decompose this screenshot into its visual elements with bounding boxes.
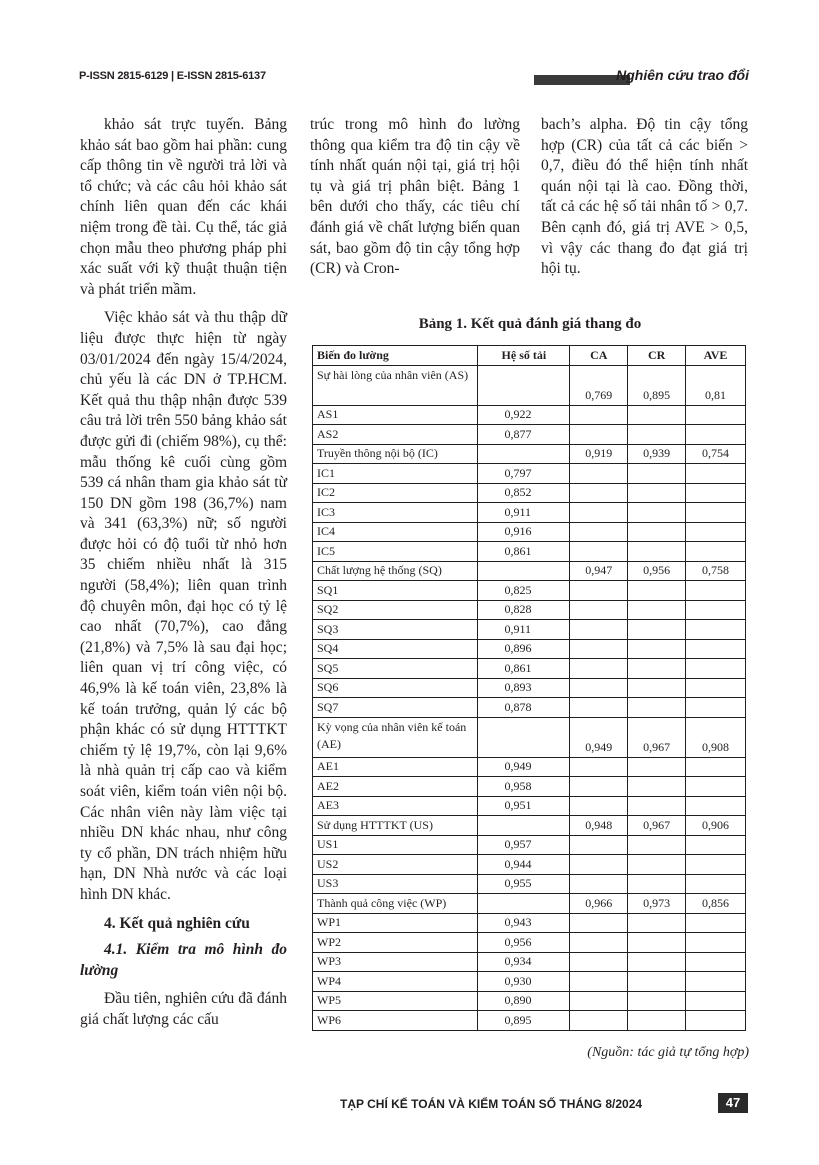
cell-loading: 0,944 xyxy=(478,855,570,875)
issn-header: P-ISSN 2815-6129 | E-ISSN 2815-6137 xyxy=(79,70,266,82)
cell-variable: AS1 xyxy=(313,405,478,425)
cell-ave xyxy=(686,991,746,1011)
cell-variable: US3 xyxy=(313,874,478,894)
cell-variable: WP3 xyxy=(313,952,478,972)
header-ca: CA xyxy=(570,346,628,366)
cell-loading xyxy=(478,816,570,836)
table-row xyxy=(313,600,746,620)
cell-loading: 0,955 xyxy=(478,874,570,894)
cell-cr xyxy=(628,425,686,445)
cell-variable: WP4 xyxy=(313,972,478,992)
cell-cr xyxy=(628,913,686,933)
cell-ca xyxy=(570,972,628,992)
cell-variable: SQ7 xyxy=(313,698,478,718)
cell-ave xyxy=(686,972,746,992)
cell-cr xyxy=(628,1011,686,1031)
table-row xyxy=(313,894,746,914)
cell-ave xyxy=(686,952,746,972)
cell-cr xyxy=(628,757,686,777)
cell-cr xyxy=(628,503,686,523)
paragraph-measurement-cont: trúc trong mô hình đo lường thông qua kiểm tra độ tin cậy về tính nhất quán nội tại, giá trị hội tụ và giá trị phân biệt. Bảng 1 bên dưới cho thấy, các tiêu chí đánh giá về chất lượng biến quan sát, bao gồm độ tin cậy tổng hợp (CR) và Cron- xyxy=(310,116,520,278)
cell-ca xyxy=(570,1011,628,1031)
cell-loading: 0,828 xyxy=(478,600,570,620)
table-row xyxy=(313,444,746,464)
cell-loading: 0,896 xyxy=(478,639,570,659)
cell-variable: SQ2 xyxy=(313,600,478,620)
cell-cr xyxy=(628,483,686,503)
cell-variable: AS2 xyxy=(313,425,478,445)
cell-ave xyxy=(686,796,746,816)
cell-ca xyxy=(570,483,628,503)
cell-ca xyxy=(570,835,628,855)
cell-ave xyxy=(686,405,746,425)
cell-loading xyxy=(478,717,570,757)
cell-ave xyxy=(686,600,746,620)
table-row xyxy=(313,1011,746,1031)
text-column-3 xyxy=(541,115,748,280)
cell-variable: WP5 xyxy=(313,991,478,1011)
cell-cr xyxy=(628,933,686,953)
cell-loading: 0,893 xyxy=(478,678,570,698)
cell-ave xyxy=(686,835,746,855)
header-variable: Biến đo lường xyxy=(313,346,478,366)
cell-variable: US2 xyxy=(313,855,478,875)
text-column-1 xyxy=(80,115,287,1031)
cell-variable: AE3 xyxy=(313,796,478,816)
cell-ca xyxy=(570,698,628,718)
cell-ave: 0,856 xyxy=(686,894,746,914)
cell-cr xyxy=(628,659,686,679)
table-row xyxy=(313,972,746,992)
table-row xyxy=(313,777,746,797)
cell-loading xyxy=(478,365,570,405)
cell-ave xyxy=(686,678,746,698)
cell-cr xyxy=(628,542,686,562)
paragraph-reliability: bach’s alpha. Độ tin cậy tổng hợp (CR) của tất cả các biến > 0,7, điều đó thể hiện tính nhất quán nội tại là cao. Đồng thời, tất cả các hệ số tải nhân tố > 0,7. Bên cạnh đó, giá trị AVE > 0,5, vì vậy các thang đo đạt giá trị hội tụ. xyxy=(541,116,748,278)
cell-cr: 0,939 xyxy=(628,444,686,464)
table-row xyxy=(313,522,746,542)
table-header-row xyxy=(313,346,746,366)
cell-loading xyxy=(478,894,570,914)
cell-ave xyxy=(686,874,746,894)
cell-variable: IC3 xyxy=(313,503,478,523)
cell-ave xyxy=(686,777,746,797)
cell-cr xyxy=(628,855,686,875)
table-row xyxy=(313,874,746,894)
table-row xyxy=(313,816,746,836)
table-row xyxy=(313,365,746,405)
cell-cr xyxy=(628,620,686,640)
cell-variable: Sự hài lòng của nhân viên (AS) xyxy=(313,365,478,405)
cell-cr: 0,967 xyxy=(628,717,686,757)
cell-loading: 0,861 xyxy=(478,542,570,562)
cell-cr xyxy=(628,835,686,855)
header-ave: AVE xyxy=(686,346,746,366)
cell-ave xyxy=(686,620,746,640)
cell-ca xyxy=(570,542,628,562)
cell-ave xyxy=(686,1011,746,1031)
cell-cr xyxy=(628,639,686,659)
cell-ave xyxy=(686,483,746,503)
cell-cr: 0,973 xyxy=(628,894,686,914)
cell-ave xyxy=(686,913,746,933)
header-cr: CR xyxy=(628,346,686,366)
cell-ca: 0,947 xyxy=(570,561,628,581)
page-number: 47 xyxy=(718,1093,748,1113)
cell-variable: SQ3 xyxy=(313,620,478,640)
cell-cr xyxy=(628,698,686,718)
cell-cr xyxy=(628,796,686,816)
cell-variable: IC4 xyxy=(313,522,478,542)
cell-cr: 0,956 xyxy=(628,561,686,581)
cell-cr xyxy=(628,777,686,797)
table-row xyxy=(313,659,746,679)
cell-variable: WP2 xyxy=(313,933,478,953)
cell-variable: WP6 xyxy=(313,1011,478,1031)
paragraph-data-collection: Việc khảo sát và thu thập dữ liệu được thực hiện từ ngày 03/01/2024 đến ngày 15/4/2024, chủ yếu là các DN ở TP.HCM. Kết quả thu thập nhận được 539 câu trả lời trên 550 bảng khảo sát được gửi đi (chiếm 98%), cụ thể: mẫu thống kê cuối cùng gồm 539 cá nhân tham gia khảo sát từ 150 DN gồm 198 (36,7%) nam và 341 (63,3%) nữ; số người được hỏi có độ tuổi từ nhỏ hơn 35 chiếm nhiều nhất là 315 người (58,4%); liên quan trình độ chuyên môn, đại học có tỷ lệ cao nhất (70,7%), cao đẳng (21,8%) và 7,5% là sau đại học; liên quan vị trí công việc, có 46,9% là kế toán viên, 23,8% là kế toán trưởng, quản lý các bộ phận khác có sử dụng HTTTKT chiếm tỷ lệ 19,7%, còn lại 9,6% là nhà quản trị cấp cao và kiểm soát viên, kiểm toán viên nội bộ. Các nhân viên này làm việc tại nhiều DN khác nhau, như công ty cổ phần, DN trách nhiệm hữu hạn, DN Nhà nước và các loại hình DN khác. xyxy=(80,309,287,903)
table-row xyxy=(313,503,746,523)
cell-loading: 0,890 xyxy=(478,991,570,1011)
header-loading: Hệ số tải xyxy=(478,346,570,366)
cell-cr xyxy=(628,522,686,542)
cell-variable: IC2 xyxy=(313,483,478,503)
cell-ave: 0,906 xyxy=(686,816,746,836)
cell-variable: Thành quả công việc (WP) xyxy=(313,894,478,914)
cell-ca xyxy=(570,991,628,1011)
cell-ave: 0,908 xyxy=(686,717,746,757)
cell-variable: IC1 xyxy=(313,464,478,484)
cell-cr: 0,895 xyxy=(628,365,686,405)
table-title: Bảng 1. Kết quả đánh giá thang đo xyxy=(418,316,642,332)
cell-cr: 0,967 xyxy=(628,816,686,836)
cell-loading: 0,958 xyxy=(478,777,570,797)
cell-variable: IC5 xyxy=(313,542,478,562)
cell-ca: 0,966 xyxy=(570,894,628,914)
cell-variable: SQ4 xyxy=(313,639,478,659)
cell-ave xyxy=(686,464,746,484)
cell-ca: 0,769 xyxy=(570,365,628,405)
cell-variable: SQ1 xyxy=(313,581,478,601)
cell-ave xyxy=(686,425,746,445)
cell-loading: 0,957 xyxy=(478,835,570,855)
table-row xyxy=(313,678,746,698)
table-row xyxy=(313,757,746,777)
cell-variable: US1 xyxy=(313,835,478,855)
table-row xyxy=(313,933,746,953)
cell-loading: 0,934 xyxy=(478,952,570,972)
table-row xyxy=(313,991,746,1011)
table-row xyxy=(313,952,746,972)
cell-ca xyxy=(570,522,628,542)
cell-variable: WP1 xyxy=(313,913,478,933)
cell-ave xyxy=(686,581,746,601)
paragraph-measurement-start: Đầu tiên, nghiên cứu đã đánh giá chất lượng các cấu xyxy=(80,990,287,1028)
cell-cr xyxy=(628,991,686,1011)
cell-ca: 0,949 xyxy=(570,717,628,757)
cell-variable: AE2 xyxy=(313,777,478,797)
cell-ca xyxy=(570,678,628,698)
table-row xyxy=(313,581,746,601)
cell-ca xyxy=(570,581,628,601)
table-row xyxy=(313,717,746,757)
cell-variable: Sử dụng HTTTKT (US) xyxy=(313,816,478,836)
cell-cr xyxy=(628,678,686,698)
cell-cr xyxy=(628,405,686,425)
cell-variable: Chất lượng hệ thống (SQ) xyxy=(313,561,478,581)
cell-ave xyxy=(686,659,746,679)
cell-ca xyxy=(570,855,628,875)
cell-ca xyxy=(570,405,628,425)
table-row xyxy=(313,835,746,855)
subsection-heading-measurement: 4.1. Kiểm tra mô hình đo lường xyxy=(80,941,287,979)
cell-variable: Kỳ vọng của nhân viên kế toán (AE) xyxy=(313,717,478,757)
cell-ave xyxy=(686,757,746,777)
cell-loading: 0,911 xyxy=(478,620,570,640)
cell-loading: 0,922 xyxy=(478,405,570,425)
text-column-2 xyxy=(310,115,520,280)
cell-cr xyxy=(628,464,686,484)
cell-ave xyxy=(686,698,746,718)
cell-ca xyxy=(570,425,628,445)
cell-ca xyxy=(570,639,628,659)
cell-loading: 0,949 xyxy=(478,757,570,777)
cell-loading: 0,943 xyxy=(478,913,570,933)
cell-ca xyxy=(570,796,628,816)
cell-ave xyxy=(686,503,746,523)
cell-loading: 0,956 xyxy=(478,933,570,953)
table-row xyxy=(313,639,746,659)
cell-loading: 0,877 xyxy=(478,425,570,445)
cell-cr xyxy=(628,952,686,972)
table-row xyxy=(313,855,746,875)
cell-loading: 0,895 xyxy=(478,1011,570,1031)
footer-journal: TẠP CHÍ KẾ TOÁN VÀ KIỂM TOÁN SỐ THÁNG 8/2024 xyxy=(340,1097,643,1111)
cell-cr xyxy=(628,581,686,601)
section-title: Nghiên cứu trao đổi xyxy=(616,67,749,83)
paragraph-survey: khảo sát trực tuyến. Bảng khảo sát bao gồm hai phần: cung cấp thông tin về người trả lời và tổ chức; và các câu hỏi khảo sát chính liên quan đến các khái niệm trong đề tài. Cụ thể, tác giả chọn mẫu theo phương pháp phi xác suất với kỹ thuật thuận tiện và phát triển mầm. xyxy=(80,116,287,298)
cell-ca: 0,948 xyxy=(570,816,628,836)
cell-loading xyxy=(478,444,570,464)
cell-loading: 0,797 xyxy=(478,464,570,484)
cell-loading: 0,911 xyxy=(478,503,570,523)
section-heading-results: 4. Kết quả nghiên cứu xyxy=(104,914,250,932)
cell-variable: Truyền thông nội bộ (IC) xyxy=(313,444,478,464)
cell-ave: 0,754 xyxy=(686,444,746,464)
cell-ca xyxy=(570,600,628,620)
cell-loading: 0,852 xyxy=(478,483,570,503)
cell-ca xyxy=(570,659,628,679)
cell-variable: SQ5 xyxy=(313,659,478,679)
cell-ave xyxy=(686,855,746,875)
cell-loading: 0,861 xyxy=(478,659,570,679)
cell-ca xyxy=(570,874,628,894)
cell-ca xyxy=(570,503,628,523)
table-row xyxy=(313,698,746,718)
cell-ave: 0,758 xyxy=(686,561,746,581)
table-row xyxy=(313,405,746,425)
cell-variable: AE1 xyxy=(313,757,478,777)
cell-ca xyxy=(570,933,628,953)
table-row xyxy=(313,483,746,503)
cell-ca xyxy=(570,913,628,933)
table-source: (Nguồn: tác giả tự tổng hợp) xyxy=(587,1045,749,1060)
cell-ave xyxy=(686,522,746,542)
results-table xyxy=(312,345,746,1031)
cell-cr xyxy=(628,874,686,894)
cell-loading: 0,951 xyxy=(478,796,570,816)
table-row xyxy=(313,796,746,816)
cell-loading: 0,878 xyxy=(478,698,570,718)
table-row xyxy=(313,464,746,484)
table-row xyxy=(313,913,746,933)
cell-ave: 0,81 xyxy=(686,365,746,405)
cell-variable: SQ6 xyxy=(313,678,478,698)
cell-ca xyxy=(570,464,628,484)
cell-ca xyxy=(570,757,628,777)
cell-ca xyxy=(570,620,628,640)
cell-cr xyxy=(628,600,686,620)
cell-ca: 0,919 xyxy=(570,444,628,464)
cell-loading xyxy=(478,561,570,581)
table-row xyxy=(313,561,746,581)
cell-cr xyxy=(628,972,686,992)
cell-loading: 0,916 xyxy=(478,522,570,542)
table-row xyxy=(313,542,746,562)
cell-ave xyxy=(686,542,746,562)
table-row xyxy=(313,425,746,445)
table-row xyxy=(313,620,746,640)
cell-ca xyxy=(570,952,628,972)
cell-loading: 0,825 xyxy=(478,581,570,601)
cell-ave xyxy=(686,933,746,953)
cell-ca xyxy=(570,777,628,797)
cell-loading: 0,930 xyxy=(478,972,570,992)
cell-ave xyxy=(686,639,746,659)
